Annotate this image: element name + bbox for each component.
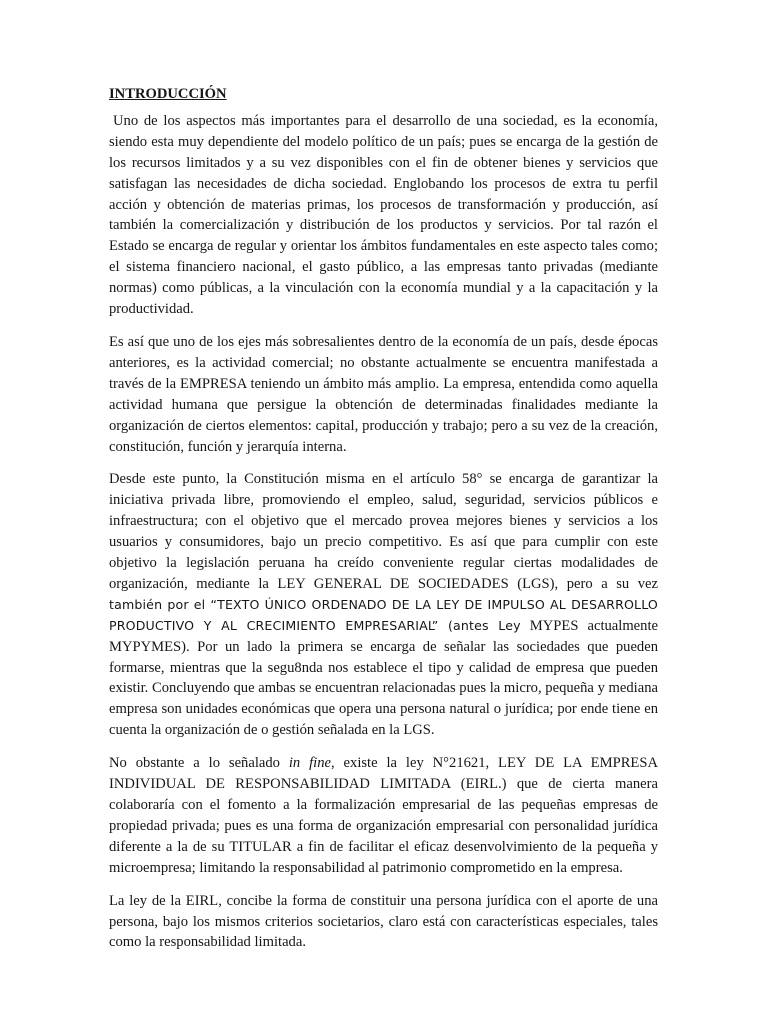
paragraph-4-before: No obstante a lo señalado (109, 755, 289, 772)
paragraph-4-italic: in fine (288, 755, 331, 772)
paragraph-3 (109, 469, 658, 741)
paragraph-3-part-2: también por el “TEXTO ÚNICO ORDENADO DE LA LEY DE IMPULSO AL DESARROLLO PRODUCTIVO Y AL CRECIMIENTO EMPRESARIAL” (antes Ley (109, 596, 658, 633)
paragraph-4-after: , existe la ley N°21621, LEY DE LA EMPRESA INDIVIDUAL DE RESPONSABILIDAD LIMITADA (EIRL.) que de cierta manera colaboraría con el fomento a la formalización empresarial de las pequeñas empresas de propiedad privada; pues es una forma de organización empresarial con personalidad jurídica diferente a la de su TITULAR a fin de facilitar el eficaz desenvolvimiento de la pequeña y microempresa; limitando la responsabilidad al patrimonio comprometido en la empresa. (109, 755, 658, 876)
page-title: INTRODUCCIÓN (109, 86, 227, 102)
paragraph-4 (109, 753, 658, 878)
paragraph-1: Uno de los aspectos más importantes para el desarrollo de una sociedad, es la economía, siendo esta muy dependiente del modelo político de un país; pues se encarga de la gestión de los recursos limitados y a su vez disponibles con el fin de obtener bienes y servicios que satisfagan las necesidades de dicha sociedad. Englobando los procesos de extra tu perfil acción y obtención de materias primas, los procesos de transformación y producción, así también la comercialización y distribución de los productos y servicios. Por tal razón el Estado se encarga de regular y orientar los ámbitos fundamentales en este aspecto tales como; el sistema financiero nacional, el gasto público, a las empresas tanto privadas (mediante normas) como públicas, a la vinculación con la economía mundial y a la capacitación y la productividad. (109, 112, 658, 318)
paragraph-3-part-3: MYPES actualmente MYPYMES). Por un lado la primera se encarga de señalar las sociedades que pueden formarse, mientras que la segu8nda nos establece el tipo y calidad de empresa que pueden existir. Concluyendo que ambas se encuentran relacionadas pues la micro, pequeña y mediana empresa son unidades económicas que opera una persona natural o jurídica; por ende tiene en cuenta la organización de o gestión señalada en la LGS. (109, 617, 658, 739)
paragraph-2: Es así que uno de los ejes más sobresalientes dentro de la economía de un país, desde épocas anteriores, es la actividad comercial; no obstante actualmente se encuentra manifestada a través de la EMPRESA teniendo un ámbito más amplio. La empresa, entendida como aquella actividad humana que persigue la obtención de determinadas finalidades mediante la organización de ciertos elementos: capital, producción y trabajo; pero a su vez de la creación, constitución, función y jerarquía interna. (109, 333, 658, 455)
paragraph-3-part-1: Desde este punto, la Constitución misma en el artículo 58° se encarga de garantizar la iniciativa privada libre, promoviendo el empleo, salud, seguridad, servicios públicos e infraestructura; con el objetivo que el mercado provea mejores bienes y servicios a los usuarios y consumidores, bajo un precio competitivo. Es así que para cumplir con este objetivo la legislación peruana ha creído conveniente regular ciertas modalidades de organización, mediante la LEY GENERAL DE SOCIEDADES (LGS), pero a su vez (109, 471, 658, 592)
paragraph-5: La ley de la EIRL, concibe la forma de constituir una persona jurídica con el aporte de una persona, bajo los mismos criterios societarios, claro está con características especiales, tales como la responsabilidad limitada. (109, 892, 658, 951)
document-body (109, 84, 658, 965)
